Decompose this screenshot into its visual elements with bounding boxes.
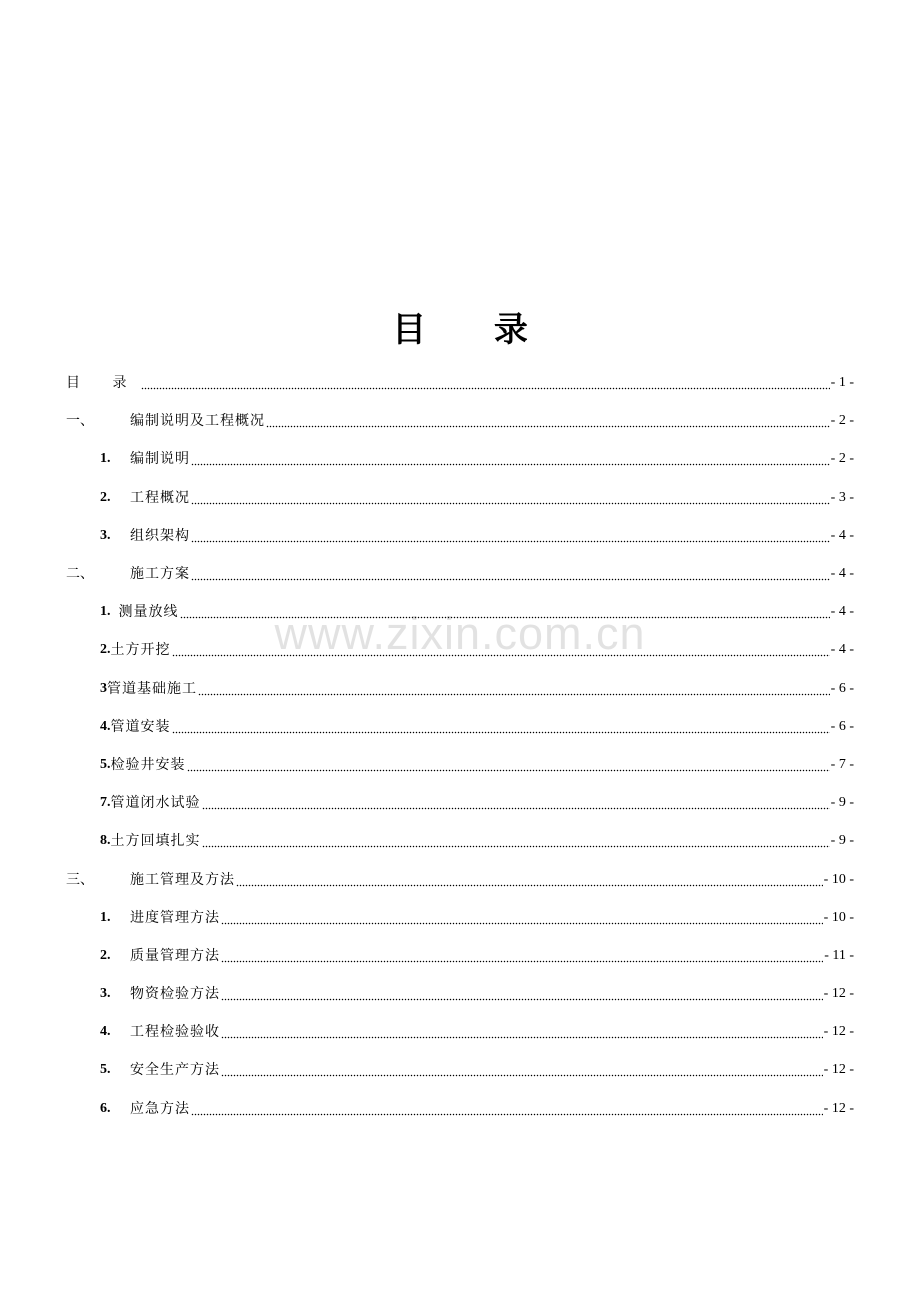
toc-entry-number: 1. bbox=[100, 604, 111, 620]
toc-page-number: - 9 - bbox=[830, 795, 854, 811]
toc-entry-text: 工程检验验收 bbox=[130, 1024, 220, 1041]
toc-entry-number: 2. bbox=[100, 947, 111, 963]
toc-entry-number: 二、 bbox=[66, 566, 94, 583]
toc-page-number: - 1 - bbox=[830, 375, 854, 391]
toc-page-number: - 12 - bbox=[823, 1100, 854, 1116]
dot-leader bbox=[221, 1060, 823, 1080]
toc-page-number: - 11 - bbox=[824, 947, 854, 963]
toc-entry-number: 4. bbox=[100, 718, 111, 734]
toc-page-number: - 4 - bbox=[830, 642, 854, 658]
watermark: www.zixin.com.cn bbox=[274, 608, 646, 659]
toc-entry-text: 土方开挖 bbox=[110, 642, 171, 659]
dot-leader bbox=[172, 717, 830, 737]
toc-page-number: - 10 - bbox=[823, 909, 854, 925]
dot-leader bbox=[187, 755, 830, 775]
toc-page-number: - 9 - bbox=[830, 833, 854, 849]
dot-leader bbox=[191, 449, 830, 469]
toc-page-number: - 12 - bbox=[823, 1024, 854, 1040]
dot-leader bbox=[172, 640, 830, 660]
page-title: 目 录 bbox=[392, 309, 556, 350]
toc-entry-text: 管道安装 bbox=[110, 718, 171, 735]
toc-entry[interactable] bbox=[66, 364, 854, 402]
toc-entry-text: 检验井安装 bbox=[110, 756, 186, 773]
dot-leader bbox=[191, 1099, 823, 1119]
toc-entry[interactable] bbox=[66, 1013, 854, 1051]
dot-leader bbox=[180, 602, 830, 622]
toc-entry-number: 3. bbox=[100, 527, 111, 543]
toc-entry-text: 测量放线 bbox=[118, 604, 179, 621]
toc-entry[interactable] bbox=[66, 631, 854, 669]
dot-leader bbox=[266, 411, 830, 431]
toc-entry-text: 施工管理及方法 bbox=[130, 871, 235, 888]
toc-entry-text: 质量管理方法 bbox=[130, 947, 220, 964]
toc-entry-text: 管道闭水试验 bbox=[110, 795, 201, 812]
toc-page-number: - 2 - bbox=[830, 451, 854, 467]
dot-leader bbox=[221, 984, 823, 1004]
toc-entry[interactable] bbox=[66, 975, 854, 1013]
toc-entry[interactable] bbox=[66, 1051, 854, 1089]
toc-entry[interactable] bbox=[66, 746, 854, 784]
toc-entry-number: 8. bbox=[100, 833, 111, 849]
dot-leader bbox=[236, 870, 823, 890]
toc-entry-number: 3. bbox=[100, 986, 111, 1002]
toc-entry-text: 管道基础施工 bbox=[107, 680, 197, 697]
dot-leader bbox=[221, 946, 823, 966]
toc-entry-text: 土方回填扎实 bbox=[110, 833, 201, 850]
dot-leader bbox=[202, 793, 830, 813]
toc-entry-number: 三、 bbox=[66, 871, 94, 888]
toc-entry-text: 安全生产方法 bbox=[130, 1062, 220, 1079]
toc-entry[interactable] bbox=[66, 593, 854, 631]
toc-entry-number: 1. bbox=[100, 909, 111, 925]
dot-leader bbox=[202, 831, 830, 851]
toc-entry-number: 5. bbox=[100, 1062, 111, 1078]
toc-entry[interactable] bbox=[66, 517, 854, 555]
toc-entry-number: 6. bbox=[100, 1100, 111, 1116]
dot-leader bbox=[198, 679, 830, 699]
toc-entry[interactable] bbox=[66, 708, 854, 746]
toc-entry[interactable] bbox=[66, 670, 854, 708]
dot-leader bbox=[221, 1022, 823, 1042]
toc-entry[interactable] bbox=[66, 860, 854, 898]
toc-entry-text: 应急方法 bbox=[130, 1100, 190, 1117]
toc-page-number: - 10 - bbox=[823, 871, 854, 887]
toc-page-number: - 6 - bbox=[830, 718, 854, 734]
toc-page-number: - 7 - bbox=[830, 756, 854, 772]
toc-entry-text: 目 录 bbox=[66, 375, 141, 392]
toc-entry-number: 2. bbox=[100, 642, 111, 658]
toc-entry-number: 2. bbox=[100, 489, 111, 505]
dot-leader bbox=[221, 908, 823, 928]
toc-page-number: - 4 - bbox=[830, 604, 854, 620]
dot-leader bbox=[191, 526, 830, 546]
toc-entry[interactable] bbox=[66, 899, 854, 937]
dot-leader bbox=[191, 488, 830, 508]
toc-entry[interactable] bbox=[66, 479, 854, 517]
toc-page-number: - 6 - bbox=[830, 680, 854, 696]
toc-entry-text: 物资检验方法 bbox=[130, 986, 220, 1003]
toc-page-number: - 3 - bbox=[830, 489, 854, 505]
toc-entry-number: 4. bbox=[100, 1024, 111, 1040]
toc-page-number: - 12 - bbox=[823, 1062, 854, 1078]
dot-leader bbox=[191, 564, 830, 584]
toc-page-number: - 4 - bbox=[830, 566, 854, 582]
toc-entry-text: 进度管理方法 bbox=[130, 909, 220, 926]
toc-entry-text: 施工方案 bbox=[130, 566, 190, 583]
toc-page-number: - 12 - bbox=[823, 986, 854, 1002]
toc-entry-text: 工程概况 bbox=[130, 489, 190, 506]
toc-entry-text: 编制说明 bbox=[130, 451, 190, 468]
toc-entry-text: 组织架构 bbox=[130, 527, 190, 544]
dot-leader bbox=[141, 373, 829, 393]
toc-page-number: - 4 - bbox=[830, 527, 854, 543]
toc-entry-text: 编制说明及工程概况 bbox=[130, 413, 265, 430]
toc-entry[interactable] bbox=[66, 784, 854, 822]
toc-entry[interactable] bbox=[66, 822, 854, 860]
toc-entry-number: 3 bbox=[100, 680, 107, 696]
toc-entry[interactable] bbox=[66, 937, 854, 975]
toc-entry[interactable] bbox=[66, 402, 854, 440]
toc-entry-number: 1. bbox=[100, 451, 111, 467]
toc-entry[interactable] bbox=[66, 555, 854, 593]
toc-entry-number: 7. bbox=[100, 795, 111, 811]
toc-entry[interactable] bbox=[66, 1090, 854, 1128]
toc-entry-number: 一、 bbox=[66, 413, 94, 430]
toc-page-number: - 2 - bbox=[830, 413, 854, 429]
toc-entry-number: 5. bbox=[100, 756, 111, 772]
toc-entry[interactable] bbox=[66, 440, 854, 478]
toc-list bbox=[66, 364, 854, 1128]
